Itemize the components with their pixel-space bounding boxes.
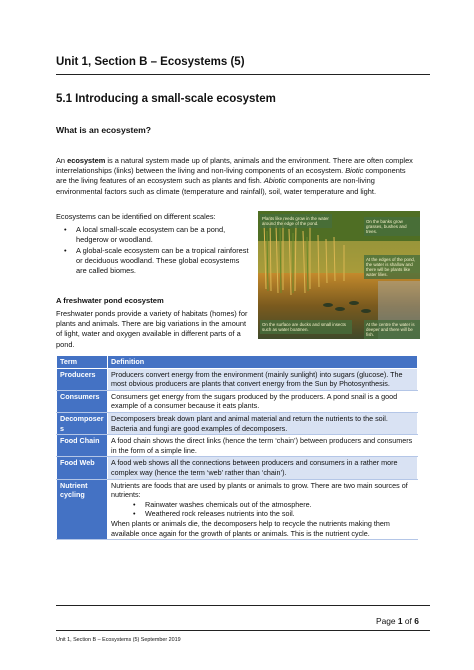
scale-bullet: • A global-scale ecosystem can be a tropical rainforest or deciduous woodland. These global ecosystems are called biomes. [64, 245, 249, 276]
definition-cell: Producers convert energy from the environment (mainly sunlight) into sugars (glucose). The most obvious producers are plants that convert energy from the Sun by Photosynthesis. [108, 368, 418, 390]
pond-photo [258, 211, 420, 339]
photo-callout: Plants like reeds grow in the water around the edge of the pond. [260, 214, 332, 228]
table-row [57, 457, 418, 479]
pond-heading: A freshwater pond ecosystem [56, 296, 164, 305]
ecosystem-term: ecosystem [67, 156, 106, 165]
title-rule [56, 74, 430, 75]
scales-lead: Ecosystems can be identified on different scales: [56, 212, 216, 221]
definition-cell: Consumers get energy from the sugars produced by the producers. A pond snail is a good example of a consumer because it eats plants. [108, 390, 418, 412]
scales-block [56, 212, 252, 276]
section-title: 5.1 Introducing a small-scale ecosystem [56, 93, 276, 105]
footer-rule-top [56, 605, 430, 606]
footer-text: Unit 1, Section B – Ecosystems (5) September 2019 [56, 637, 181, 643]
photo-callout: At the edges of the pond, the water is shallow and there will be plants like water lilies. [364, 255, 420, 279]
table-row [57, 479, 418, 540]
page-number: Page 1 of 6 [376, 616, 419, 626]
term-cell: Nutrient cycling [57, 479, 108, 540]
definition-cell: A food chain shows the direct links (hence the term ‘chain’) between producers and consumers in the form of a simple line. [108, 435, 418, 457]
photo-callout: On the surface are ducks and small insects such as water boatmen. [260, 320, 352, 334]
definition-cell: A food web shows all the connections between producers and consumers in a rather more complex way (hence the term ‘web’ rather than ‘chain’). [108, 457, 418, 479]
nutrient-tail: When plants or animals die, the decomposers help to recycle the nutrients making them available once again for the growth of plants or animals. This is the nutrient cycle. [111, 518, 390, 538]
term-header: Term [57, 356, 108, 369]
photo-callout: On the banks grow grasses, bushes and trees. [364, 217, 420, 236]
question-heading: What is an ecosystem? [56, 125, 152, 135]
nutrient-lead: Nutrients are foods that are used by plants or animals to grow. There are two main sources of nutrients: [111, 480, 408, 500]
term-cell: Food Chain [57, 435, 108, 457]
nutrient-bullet: • Weathered rock releases nutrients into the soil. [133, 509, 295, 519]
pond-paragraph: Freshwater ponds provide a variety of habitats (homes) for plants and animals. There are big variations in the amount of light, water and oxygen available in different parts of a pond. [56, 309, 248, 349]
table-row [57, 368, 418, 390]
table-row [57, 390, 418, 412]
nutrient-bullet: • Rainwater washes chemicals out of the atmosphere. [133, 499, 312, 509]
term-cell: Producers [57, 368, 108, 390]
unit-title: Unit 1, Section B – Ecosystems (5) [56, 56, 245, 68]
biotic-term: Biotic [345, 166, 364, 176]
footer-rule-bottom [56, 630, 430, 631]
abiotic-term: Abiotic [263, 176, 287, 186]
table-row [57, 435, 418, 457]
intro-paragraph: An ecosystem is a natural system made up of plants, animals and the environment. There are often complex interrelationships (links) between the living and non-living components of an ecosystem. Biotic components are the living features of an ecosystem such as plants and fish. Abiotic components are non-living environmental factors such as climate (temperature and rainfall), soil, water temperature and light. [56, 156, 413, 196]
term-cell: Food Web [57, 457, 108, 479]
definition-cell [108, 479, 418, 540]
term-cell: Decomposer s [57, 412, 108, 434]
table-row [57, 412, 418, 434]
definition-header: Definition [108, 356, 418, 369]
photo-callout: At the centre the water is deeper and there will be fish. [364, 320, 420, 339]
terms-table [56, 355, 418, 540]
table-header-row [57, 356, 418, 369]
term-cell: Consumers [57, 390, 108, 412]
definition-cell: Decomposers break down plant and animal material and return the nutrients to the soil. Bacteria and fungi are good examples of decomposers. [108, 412, 418, 434]
scale-bullet: • A local small-scale ecosystem can be a pond, hedgerow or woodland. [64, 225, 226, 245]
